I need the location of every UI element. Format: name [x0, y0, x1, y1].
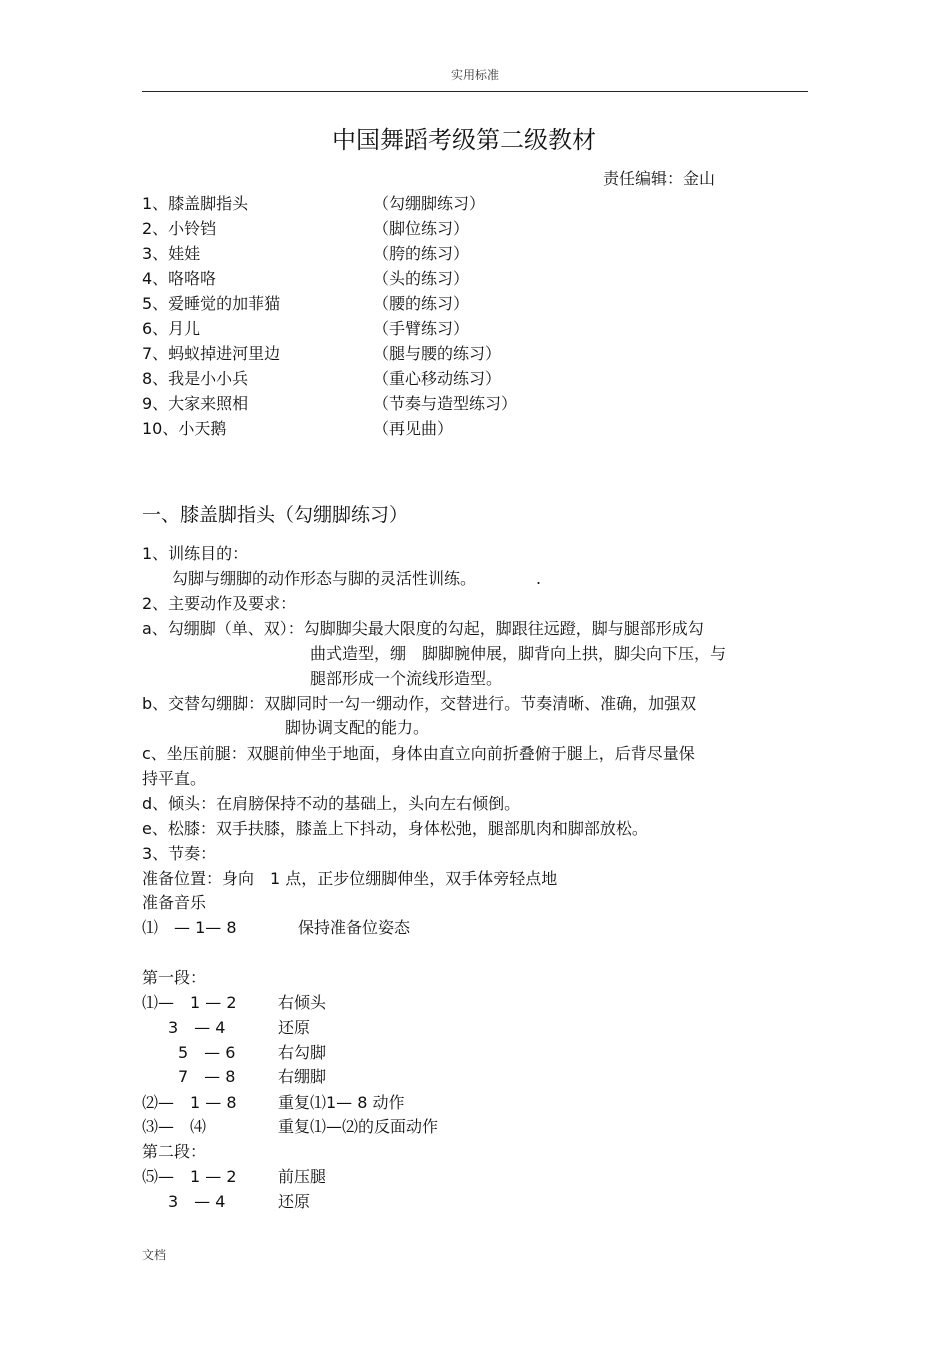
page-footer: 文档: [142, 1248, 167, 1262]
prep-count: ⑴ — 1— 8: [142, 918, 237, 937]
goal-label: 1、训练目的：: [142, 544, 249, 563]
toc-item-note: （手臂练习）: [373, 319, 470, 338]
toc-item-title: 4、咯咯咯: [142, 269, 217, 288]
section-heading: 一、膝盖脚指头（勾绷脚练习）: [142, 504, 409, 526]
move-c-line: 持平直。: [142, 769, 207, 788]
toc-item-title: 5、爱睡觉的加菲猫: [142, 294, 281, 313]
toc-item-title: 7、蚂蚁掉进河里边: [142, 344, 281, 363]
goal-dot: .: [536, 569, 542, 588]
count-cell: 3 — 4: [168, 1192, 226, 1211]
document-title: 中国舞蹈考级第二级教材: [332, 126, 596, 154]
prep-music: 准备音乐: [142, 893, 207, 912]
move-b-line: 脚协调支配的能力。: [285, 718, 430, 737]
move-a-line: 曲式造型，绷 脚脚腕伸展，脚背向上拱，脚尖向下压，与: [310, 644, 727, 663]
toc-item-title: 9、大家来照相: [142, 394, 249, 413]
move-d-line: d、倾头：在肩膀保持不动的基础上，头向左右倾倒。: [142, 794, 521, 813]
toc-item-note: （腿与腰的练习）: [373, 344, 502, 363]
action-cell: 右绷脚: [278, 1067, 327, 1086]
toc-item-note: （脚位练习）: [373, 219, 470, 238]
move-c-line: c、坐压前腿：双腿前伸坐于地面，身体由直立向前折叠俯于腿上，后背尽量保: [142, 744, 695, 763]
count-cell: ⑴— 1 — 2: [142, 993, 237, 1012]
toc-item-title: 1、膝盖脚指头: [142, 194, 249, 213]
move-a-line: a、勾绷脚（单、双）：勾脚脚尖最大限度的勾起，脚跟往远蹬，脚与腿部形成勾: [142, 619, 704, 638]
toc-item-title: 6、月儿: [142, 319, 201, 338]
action-cell: 还原: [278, 1192, 311, 1211]
toc-item-title: 3、娃娃: [142, 244, 201, 263]
prep-action: 保持准备位姿态: [298, 918, 411, 937]
action-cell: 右勾脚: [278, 1043, 327, 1062]
toc-item-note: （重心移动练习）: [373, 369, 502, 388]
toc-item-title: 2、小铃铛: [142, 219, 217, 238]
page-header: 实用标准: [450, 68, 499, 82]
toc-item-note: （勾绷脚练习）: [373, 194, 486, 213]
count-cell: 3 — 4: [168, 1018, 226, 1037]
toc-item-note: （腰的练习）: [373, 294, 470, 313]
count-cell: ⑸— 1 — 2: [142, 1167, 237, 1186]
action-cell: 右倾头: [278, 993, 327, 1012]
move-e-line: e、松膝：双手扶膝，膝盖上下抖动，身体松弛，腿部肌肉和脚部放松。: [142, 819, 648, 838]
count-cell: 7 — 8: [178, 1067, 236, 1086]
move-b-line: b、交替勾绷脚：双脚同时一勾一绷动作，交替进行。节奏清晰、准确，加强双: [142, 694, 697, 713]
moves-label: 2、主要动作及要求：: [142, 594, 297, 613]
part-label: 第二段：: [142, 1142, 207, 1161]
toc-item-note: （再见曲）: [373, 419, 454, 438]
count-cell: 5 — 6: [178, 1043, 236, 1062]
move-a-line: 腿部形成一个流线形造型。: [310, 669, 503, 688]
action-cell: 还原: [278, 1018, 311, 1037]
header-divider: [142, 91, 808, 92]
count-cell: ⑶— ⑷: [142, 1117, 207, 1136]
goal-text: 勾脚与绷脚的动作形态与脚的灵活性训练。: [172, 569, 477, 588]
toc-item-title: 10、小天鹅: [142, 419, 227, 438]
action-cell: 重复⑴1— 8 动作: [278, 1093, 405, 1112]
toc-item-note: （头的练习）: [373, 269, 470, 288]
toc-item-title: 8、我是小小兵: [142, 369, 249, 388]
action-cell: 重复⑴—⑵的反面动作: [278, 1117, 439, 1136]
prep-position: 准备位置：身向 1 点，正步位绷脚伸坐，双手体旁轻点地: [142, 869, 558, 888]
count-cell: ⑵— 1 — 8: [142, 1093, 237, 1112]
action-cell: 前压腿: [278, 1167, 327, 1186]
rhythm-label: 3、节奏：: [142, 844, 217, 863]
editor-credit: 责任编辑：金山: [603, 169, 716, 188]
part-label: 第一段：: [142, 968, 207, 987]
toc-item-note: （胯的练习）: [373, 244, 470, 263]
toc-item-note: （节奏与造型练习）: [373, 394, 518, 413]
